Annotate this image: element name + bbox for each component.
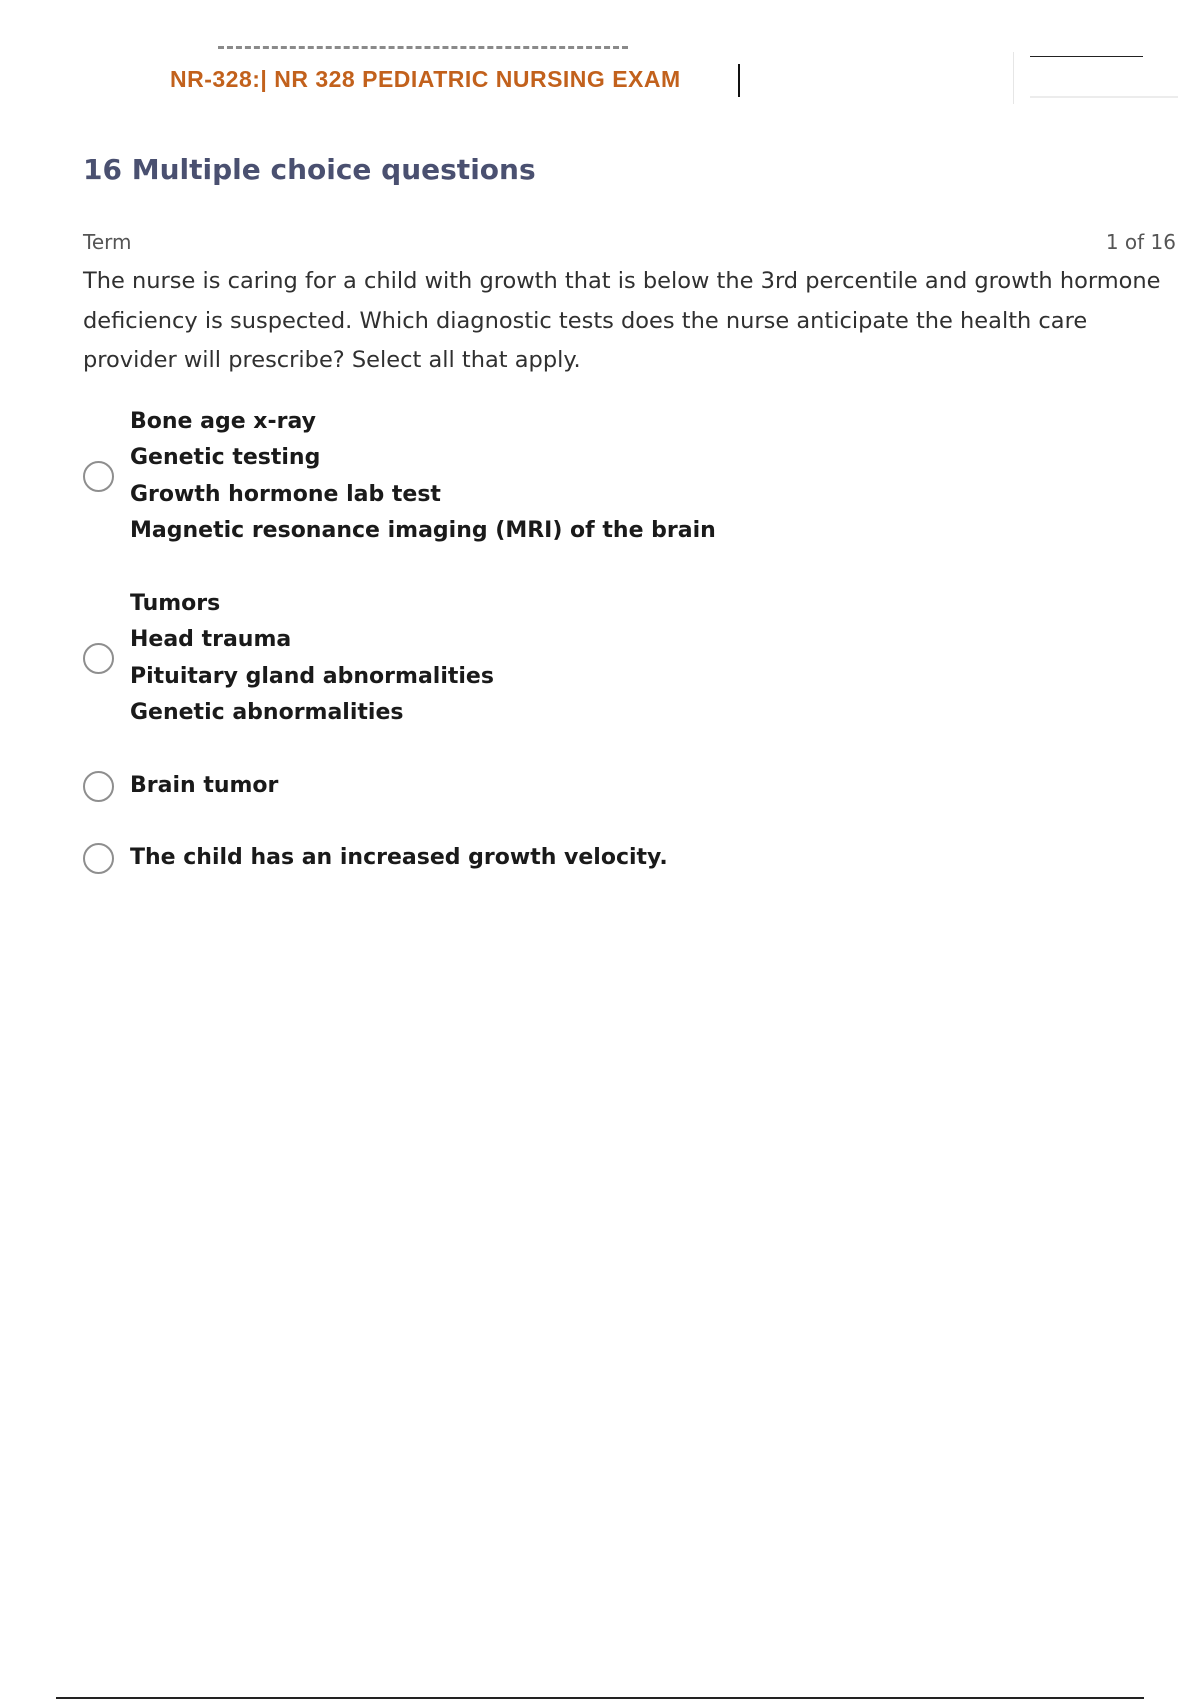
answer-line: Head trauma (130, 627, 292, 653)
answer-option-3-text[interactable] (130, 768, 278, 804)
document-title: NR-328:| NR 328 PEDIATRIC NURSING EXAM (170, 66, 681, 92)
answer-option-1-text[interactable] (130, 404, 716, 549)
answer-line: The child has an increased growth velocity. (130, 845, 668, 870)
radio-button-icon[interactable] (83, 843, 114, 874)
text-cursor (738, 64, 740, 97)
header-divider (1013, 52, 1014, 104)
section-title: 16 Multiple choice questions (83, 153, 536, 186)
answer-line: Growth hormone lab test (130, 481, 441, 507)
answer-option-2[interactable] (83, 586, 494, 731)
answer-option-3[interactable] (83, 768, 278, 804)
answer-option-4[interactable] (83, 840, 668, 876)
header-corner-line (1030, 56, 1143, 57)
radio-button-icon[interactable] (83, 461, 114, 492)
answer-line: Genetic abnormalities (130, 699, 404, 725)
top-decorative-dashes (218, 46, 628, 49)
page-bottom-rule (56, 1697, 1144, 1699)
answer-line: Tumors (130, 591, 221, 616)
radio-button-icon[interactable] (83, 643, 114, 674)
radio-button-icon[interactable] (83, 771, 114, 802)
answer-line: Genetic testing (130, 445, 321, 471)
answer-line: Magnetic resonance imaging (MRI) of the brain (130, 517, 716, 543)
answer-option-2-text[interactable] (130, 586, 494, 731)
question-counter: 1 of 16 (1105, 230, 1176, 254)
answer-line: Brain tumor (130, 773, 279, 798)
header-corner-underline (1030, 96, 1178, 98)
term-label: Term (83, 230, 132, 254)
answer-line: Bone age x-ray (130, 409, 316, 434)
answer-option-1[interactable] (83, 404, 716, 549)
question-text: The nurse is caring for a child with growth that is below the 3rd percentile and growth hormone deficiency is suspected. Which diagnostic tests does the nurse anticipate the health care provider will prescribe? Select all that apply. (83, 268, 1161, 373)
answer-option-4-text[interactable] (130, 840, 668, 876)
answer-line: Pituitary gland abnormalities (130, 663, 494, 689)
